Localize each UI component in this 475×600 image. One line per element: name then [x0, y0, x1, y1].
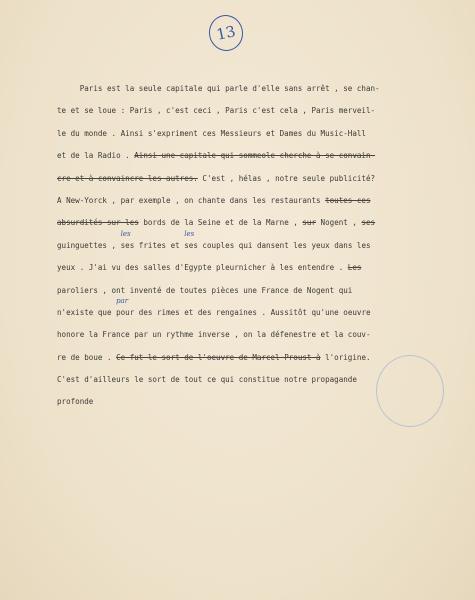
typed-text: te et se loue : Paris , c'est ceci , Paris c'est cela , Paris merveil-: [57, 106, 376, 116]
typed-text-block: [57, 78, 472, 414]
struck-text: Les: [347, 263, 362, 273]
text-line: [57, 296, 472, 324]
struck-text: Ce fut le sort de l'oeuvre de Marcel Proust à: [116, 352, 321, 362]
typed-text: le du monde . Ainsi s'expriment ces Messieurs et Dames du Music-Hall: [57, 128, 366, 138]
typed-text: Paris est la seule capitale qui parle d'elle sans arrêt , se chan-: [57, 84, 380, 93]
struck-text: toutes ces: [325, 195, 371, 205]
text-line: [57, 391, 472, 413]
handwritten-correction: les: [120, 229, 131, 238]
text-line: [57, 324, 472, 346]
typed-text: profonde: [57, 397, 94, 407]
text-line: [57, 100, 472, 122]
text-line: [57, 212, 472, 234]
typed-text: re de boue .: [57, 352, 117, 362]
typed-text: l'origine.: [320, 352, 371, 362]
text-line: [57, 190, 472, 212]
typed-text: Nogent ,: [316, 218, 362, 228]
corrected-word: pour par: [116, 296, 135, 317]
text-line: [57, 78, 472, 100]
typed-text: yeux . J'ai vu des salles d'Egypte pleurnicher à les entendre .: [57, 263, 348, 273]
handwritten-correction: les: [184, 229, 195, 238]
struck-text: cre et à convaincre les autres.: [57, 173, 198, 183]
struck-text: Ainsi une capitale qui sommeole cherche à se convain-: [134, 151, 376, 161]
struck-text: ses: [361, 218, 376, 228]
corrected-word: ses les: [120, 229, 135, 250]
text-line: [57, 229, 472, 257]
typed-text: frites et: [134, 240, 185, 250]
typed-text: guinguettes ,: [57, 240, 121, 250]
text-line: [57, 123, 472, 145]
typed-text: honore la France par un rythme inverse , on la défenestre et la couv-: [57, 330, 371, 340]
page-number-circle: [206, 12, 247, 54]
typed-text: couples qui dansent les yeux dans les: [197, 240, 371, 250]
corrected-word: ses les: [184, 229, 198, 250]
struck-text: sur: [302, 218, 317, 228]
handwritten-correction: par: [116, 296, 129, 305]
text-line: [57, 257, 472, 279]
page-number: 13: [214, 22, 238, 44]
typed-text: C'est d'ailleurs le sort de tout ce qui constitue notre propagande: [57, 375, 357, 385]
text-line: [57, 369, 472, 391]
struck-text: absurdités sur les: [57, 218, 139, 228]
text-line: [57, 347, 472, 369]
typed-text: des rimes et des rengaines . Aussitôt qu'une oeuvre: [134, 307, 371, 317]
text-line: [57, 168, 472, 190]
typed-text: C'est , hélas , notre seule publicité?: [197, 173, 376, 183]
text-line: [57, 145, 472, 167]
typed-text: A New-Yorck , par exemple , on chante dans les restaurants: [57, 195, 326, 205]
typed-text: et de la Radio .: [57, 151, 135, 161]
typed-text: paroliers , ont inventé de toutes pièces une France de Nogent qui: [57, 285, 353, 295]
typed-text: n'existe que: [57, 307, 117, 317]
typed-text: bords de la Seine et de la Marne ,: [138, 218, 303, 228]
